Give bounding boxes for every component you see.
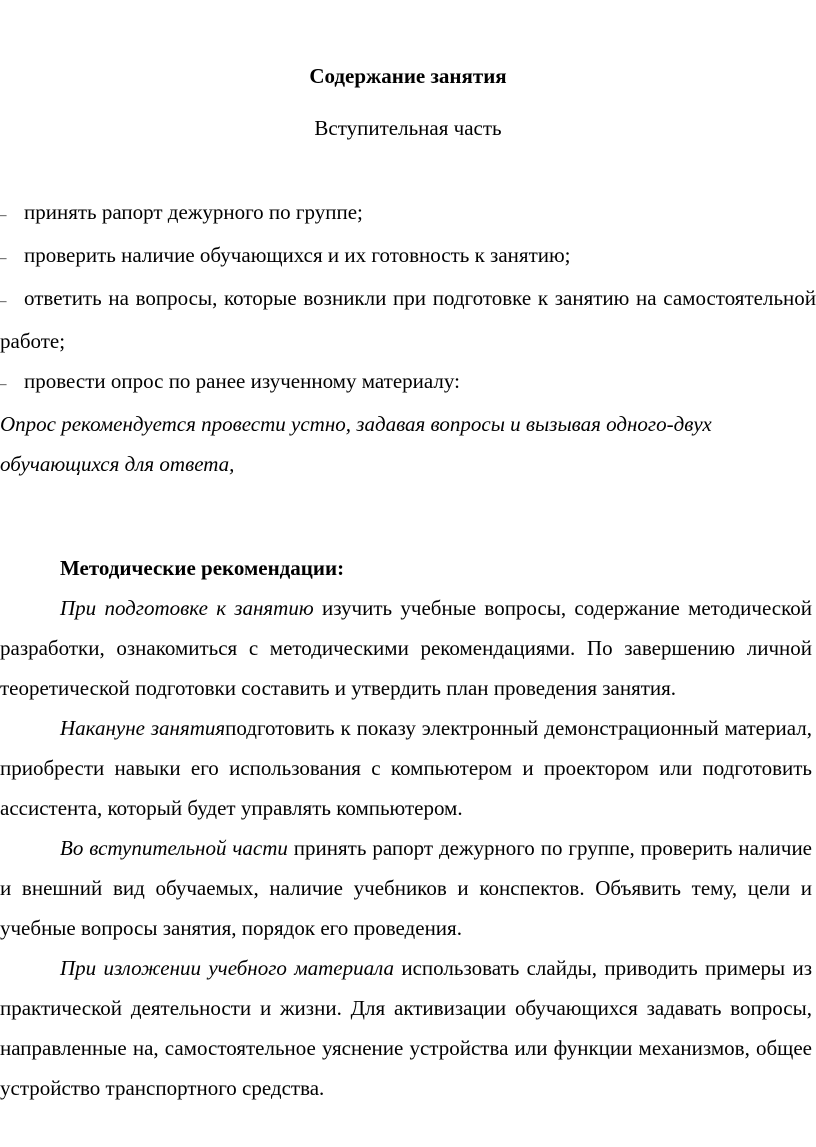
document-title: Содержание занятия — [309, 64, 507, 88]
list-item-text: проверить наличие обучающихся и их готовность к занятию; — [24, 243, 571, 267]
list-item — [0, 361, 816, 404]
paragraph-lead: Накануне занятия — [60, 716, 226, 740]
methodical-paragraph — [0, 828, 816, 948]
survey-note: Опрос рекомендуется провести устно, задавая вопросы и вызывая одного-двух обучающихся для ответа, — [0, 412, 712, 476]
list-item-text: принять рапорт дежурного по группе; — [24, 200, 363, 224]
methodical-paragraph — [0, 708, 816, 828]
list-item-text: провести опрос по ранее изученному материалу: — [24, 369, 460, 393]
list-item-text: ответить на вопросы, которые возникли при подготовке к занятию на самостоятельной работе; — [0, 286, 816, 353]
dash-bullet: – — [0, 250, 7, 265]
methodical-paragraph — [0, 948, 816, 1108]
paragraph-lead: Во вступительной части — [60, 836, 288, 860]
list-item — [0, 235, 816, 278]
dash-bullet: – — [0, 376, 7, 391]
dash-bullet: – — [0, 293, 7, 308]
list-item — [0, 278, 816, 361]
intro-task-list — [0, 192, 816, 404]
paragraph-text: подготовить к показу электронный демонстрационный материал, приобрести навыки его использования с компьютером и проектором или подготовить ассистента, который будет управлять компьютером. — [0, 716, 812, 820]
paragraph-lead: При подготовке к занятию — [60, 596, 314, 620]
dash-bullet: – — [0, 207, 7, 222]
section-subtitle: Вступительная часть — [314, 116, 502, 140]
methodical-paragraph — [0, 588, 816, 708]
list-item — [0, 192, 816, 235]
paragraph-text: принять рапорт дежурного по группе, проверить наличие и внешний вид обучаемых, наличие учебников и конспектов. Объявить тему, цели и учебные вопросы занятия, порядок его проведения. — [0, 836, 812, 940]
methodical-heading: Методические рекомендации: — [60, 556, 345, 580]
paragraph-text: использовать слайды, приводить примеры из практической деятельности и жизни. Для активизации обучающихся задавать вопросы, направленные на, самостоятельное уяснение устройства или функции механизмов, общее устройство транспортного средства. — [0, 956, 813, 1100]
paragraph-text: изучить учебные вопросы, содержание методической разработки, ознакомиться с методическими рекомендациями. По завершению личной теоретической подготовки составить и утвердить план проведения занятия. — [0, 596, 812, 700]
paragraph-lead: При изложении учебного материала — [60, 956, 395, 980]
